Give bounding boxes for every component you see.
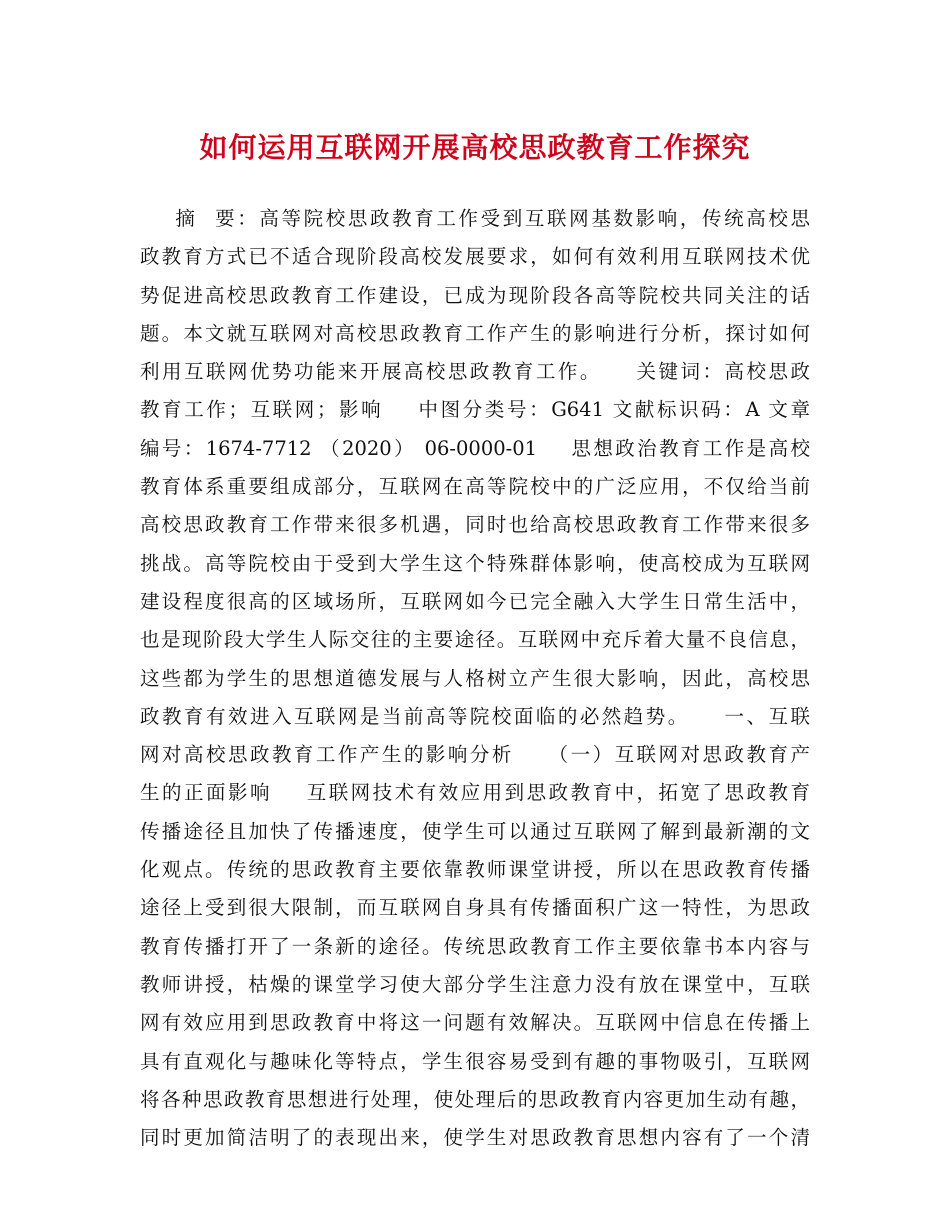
body-line: 摘 要：高等院校思政教育工作受到互联网基数影响，传统高校思 (140, 207, 810, 230)
body-line: 生的正面影响 互联网技术有效应用到思政教育中，拓宽了思政教育 (140, 781, 810, 805)
body-line: 建设程度很高的区域场所，互联网如今已完全融入大学生日常生活中， (140, 589, 810, 613)
body-line: 途径上受到很大限制，而互联网自身具有传播面积广这一特性，为思政 (140, 896, 810, 920)
body-line: 高校思政教育工作带来很多机遇，同时也给高校思政教育工作带来很多 (140, 513, 810, 537)
body-line: 网有效应用到思政教育中将这一问题有效解决。互联网中信息在传播上 (140, 1011, 810, 1035)
body-line: 化观点。传统的思政教育主要依靠教师课堂讲授，所以在思政教育传播 (140, 858, 810, 882)
body-line: 这些都为学生的思想道德发展与人格树立产生很大影响，因此，高校思 (140, 666, 810, 690)
body-line: 传播途径且加快了传播速度，使学生可以通过互联网了解到最新潮的文 (140, 819, 810, 843)
body-line: 编号：1674-7712 （2020） 06-0000-01 思想政治教育工作是高校 (140, 436, 810, 460)
document-title: 如何运用互联网开展高校思政教育工作探究 (199, 131, 751, 164)
body-line: 也是现阶段大学生人际交往的主要途径。互联网中充斥着大量不良信息， (140, 628, 810, 652)
body-line: 挑战。高等院校由于受到大学生这个特殊群体影响，使高校成为互联网 (140, 551, 810, 575)
body-line: 教育传播打开了一条新的途径。传统思政教育工作主要依靠书本内容与 (140, 934, 810, 958)
body-line: 政教育方式已不适合现阶段高校发展要求，如何有效利用互联网技术优 (140, 245, 810, 269)
body-line: 势促进高校思政教育工作建设，已成为现阶段各高等院校共同关注的话 (140, 283, 810, 307)
body-line: 将各种思政教育思想进行处理，使处理后的思政教育内容更加生动有趣， (140, 1087, 810, 1111)
body-line: 利用互联网优势功能来开展高校思政教育工作。 关键词：高校思政 (140, 360, 810, 384)
body-line: 网对高校思政教育工作产生的影响分析 （一）互联网对思政教育产 (140, 743, 810, 767)
body-line: 政教育有效进入互联网是当前高等院校面临的必然趋势。 一、互联 (140, 704, 810, 728)
body-line: 教育体系重要组成部分，互联网在高等院校中的广泛应用，不仅给当前 (140, 475, 810, 499)
document-body (140, 200, 810, 1157)
body-line: 教育工作；互联网；影响 中图分类号：G641 文献标识码：A 文章 (140, 398, 810, 422)
body-line: 具有直观化与趣味化等特点，学生很容易受到有趣的事物吸引，互联网 (140, 1049, 810, 1073)
body-line: 教师讲授，枯燥的课堂学习使大部分学生注意力没有放在课堂中，互联 (140, 972, 810, 996)
body-line: 题。本文就互联网对高校思政教育工作产生的影响进行分析，探讨如何 (140, 321, 810, 345)
body-line: 同时更加简洁明了的表现出来，使学生对思政教育思想内容有了一个清 (140, 1126, 810, 1150)
